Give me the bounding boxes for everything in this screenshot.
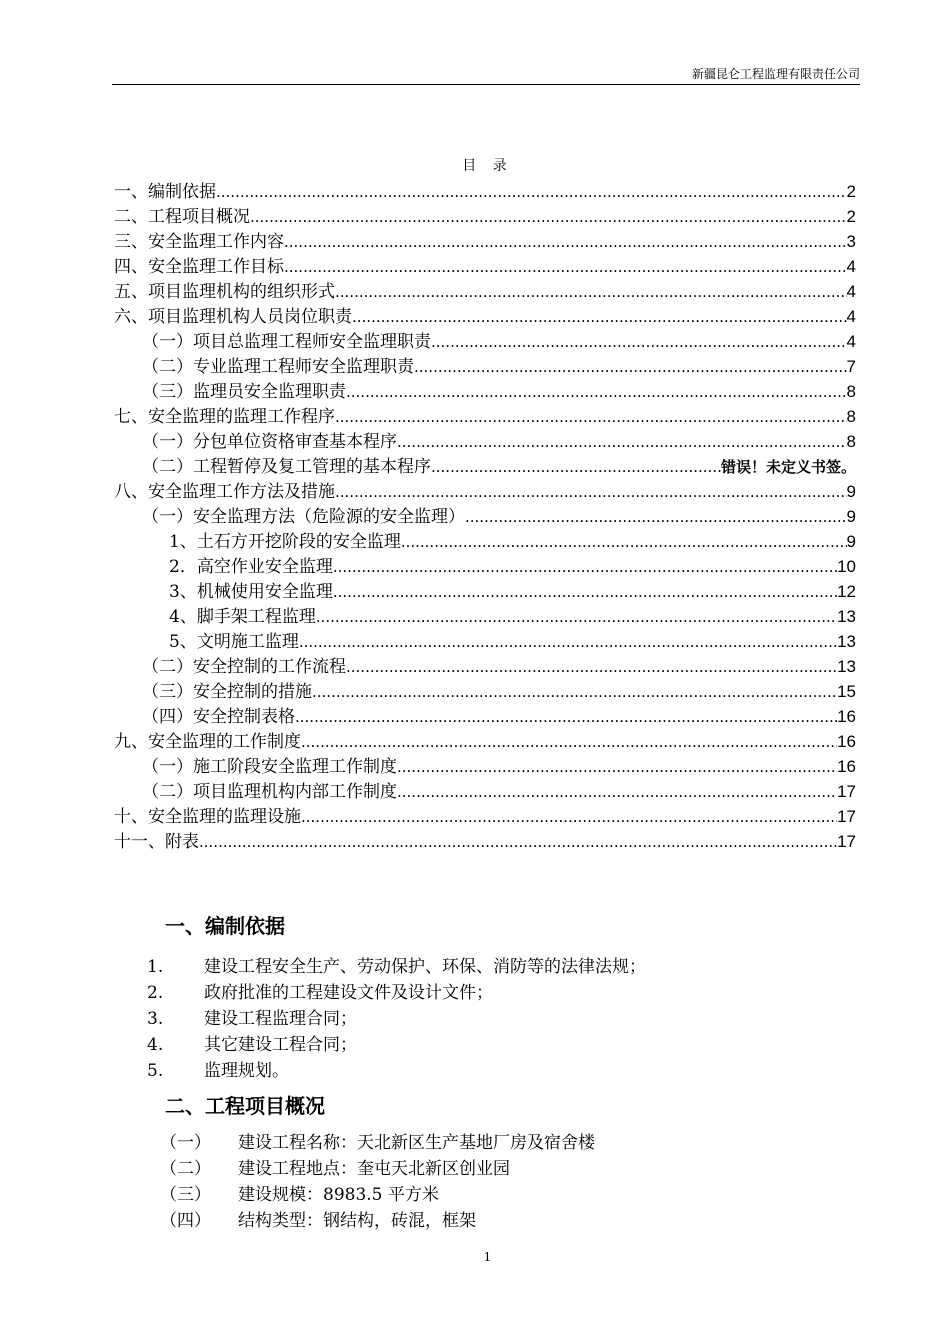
toc-entry-title: （一）安全监理方法（危险源的安全监理） [142, 507, 465, 527]
toc-entry[interactable] [114, 528, 856, 553]
toc-entry-title: 二、工程项目概况 [114, 207, 250, 227]
list-item [147, 1006, 646, 1032]
list-item-text: 建设工程地点：奎屯天北新区创业园 [238, 1159, 510, 1179]
page-header [112, 66, 860, 85]
toc-entry-page: 4 [846, 257, 856, 276]
toc-leader-dots [431, 331, 847, 353]
toc-leader-dots [301, 806, 837, 828]
list-item-number: 2. [147, 983, 164, 1003]
list-item-text: 结构类型：钢结构，砖混，框架 [238, 1211, 476, 1231]
toc-entry-title: （一）施工阶段安全监理工作制度 [142, 757, 397, 777]
list-item-text: 建设工程安全生产、劳动保护、环保、消防等的法律法规； [204, 957, 646, 977]
list-item-text: 政府批准的工程建设文件及设计文件； [204, 983, 493, 1003]
page-number: 1 [483, 1250, 492, 1264]
section2-list [160, 1130, 595, 1234]
toc-entry[interactable] [114, 503, 856, 528]
toc-entry[interactable] [114, 653, 856, 678]
list-item-number: （二） [160, 1159, 211, 1179]
list-item-text: 建设工程名称：天北新区生产基地厂房及宿舍楼 [238, 1133, 595, 1153]
toc-entry-page: 13 [837, 607, 856, 626]
toc-entry-page: 9 [846, 482, 856, 501]
toc-entry-title: 2．高空作业安全监理 [169, 557, 333, 577]
toc-entry-page: 7 [846, 357, 856, 376]
toc-entry-title: 四、安全监理工作目标 [114, 257, 284, 277]
toc-leader-dots [335, 281, 847, 303]
toc-entry-page: 9 [846, 507, 856, 526]
toc-entry-page: 16 [837, 757, 856, 776]
toc-entry-title: （一）项目总监理工程师安全监理职责 [142, 332, 431, 352]
list-item [160, 1130, 595, 1156]
toc-entry-page: 13 [837, 657, 856, 676]
toc-leader-dots [216, 181, 847, 203]
toc-leader-dots [333, 556, 837, 578]
toc-entry-title: （二）专业监理工程师安全监理职责 [142, 357, 414, 377]
toc-entry-title: 八、安全监理工作方法及措施 [114, 482, 335, 502]
section2-heading: 二、工程项目概况 [165, 1094, 325, 1118]
toc-entry-page: 4 [846, 307, 856, 326]
toc-entry-title: （二）工程暂停及复工管理的基本程序 [142, 457, 431, 477]
toc-leader-dots [295, 706, 837, 728]
toc-entry-title: （二）安全控制的工作流程 [142, 657, 346, 677]
toc-leader-dots [284, 231, 847, 253]
list-item-text: 其它建设工程合同； [204, 1035, 357, 1055]
toc-entry-title: （三）监理员安全监理职责 [142, 382, 346, 402]
toc-entry-title: 五、项目监理机构的组织形式 [114, 282, 335, 302]
toc-leader-dots [333, 581, 837, 603]
toc-entry[interactable] [114, 828, 856, 853]
toc-entry-page: 4 [846, 282, 856, 301]
toc-entry-title: 4、脚手架工程监理 [169, 607, 316, 627]
list-item-text: 建设工程监理合同； [204, 1009, 357, 1029]
toc-leader-dots [397, 781, 837, 803]
toc-entry[interactable] [114, 253, 856, 278]
toc-entry-page: 2 [846, 182, 856, 201]
list-item-number: 5. [147, 1061, 164, 1081]
list-item-number: （三） [160, 1185, 211, 1205]
toc-entry[interactable] [114, 603, 856, 628]
toc-entry[interactable] [114, 278, 856, 303]
toc-entry-page: 13 [837, 632, 856, 651]
toc-entry-title: 一、编制依据 [114, 182, 216, 202]
toc-entry[interactable] [114, 753, 856, 778]
toc-entry-title: （二）项目监理机构内部工作制度 [142, 782, 397, 802]
toc-entry[interactable] [114, 228, 856, 253]
toc-entry[interactable] [114, 703, 856, 728]
toc-leader-dots [284, 256, 847, 278]
company-name: 新疆昆仑工程监理有限责任公司 [691, 67, 860, 81]
toc-entry[interactable] [114, 203, 856, 228]
list-item-number: 4. [147, 1035, 164, 1055]
toc-entry[interactable] [114, 303, 856, 328]
toc-entry[interactable] [114, 628, 856, 653]
list-item [160, 1156, 595, 1182]
list-item-text: 监理规划。 [204, 1061, 289, 1081]
toc-entry-page: 3 [846, 232, 856, 251]
toc-entry-page: 错误！未定义书签。 [720, 458, 856, 476]
toc-entry-page: 2 [846, 207, 856, 226]
toc-entry[interactable] [114, 553, 856, 578]
toc-entry[interactable] [114, 478, 856, 503]
toc-entry[interactable] [114, 178, 856, 203]
toc-entry[interactable] [114, 428, 856, 453]
section1-heading: 一、编制依据 [165, 914, 285, 938]
toc-entry-title: 三、安全监理工作内容 [114, 232, 284, 252]
toc-leader-dots [346, 656, 837, 678]
toc-entry-title: 1、土石方开挖阶段的安全监理 [169, 532, 401, 552]
toc-entry-page: 8 [846, 382, 856, 401]
toc-leader-dots [352, 306, 847, 328]
toc-entry[interactable] [114, 578, 856, 603]
toc-entry-page: 9 [846, 532, 856, 551]
toc-entry-title: （四）安全控制表格 [142, 707, 295, 727]
toc-leader-dots [199, 831, 837, 853]
toc-entry-title: 十、安全监理的监理设施 [114, 807, 301, 827]
toc-entry-page: 16 [837, 732, 856, 751]
toc-leader-dots [397, 431, 847, 453]
toc-entry-title: 六、项目监理机构人员岗位职责 [114, 307, 352, 327]
toc-leader-dots [299, 631, 837, 653]
list-item-number: 3. [147, 1009, 164, 1029]
toc-entry-page: 17 [837, 807, 856, 826]
list-item-text: 建设规模：8983.5 平方米 [238, 1185, 439, 1205]
toc-leader-dots [346, 381, 847, 403]
toc-entry[interactable] [114, 328, 856, 353]
list-item [147, 1058, 646, 1084]
toc-leader-dots [312, 681, 837, 703]
section1-list [147, 954, 646, 1084]
list-item [160, 1208, 595, 1234]
toc-entry-title: 九、安全监理的工作制度 [114, 732, 301, 752]
toc-entry[interactable] [114, 378, 856, 403]
toc-entry-page: 17 [837, 832, 856, 851]
toc-entry-title: 十一、附表 [114, 832, 199, 852]
toc-entry-page: 8 [846, 407, 856, 426]
toc-leader-dots [401, 531, 847, 553]
toc-leader-dots [316, 606, 837, 628]
toc-entry[interactable] [114, 678, 856, 703]
list-item [147, 954, 646, 980]
toc-leader-dots [335, 481, 847, 503]
toc-leader-dots [397, 756, 837, 778]
toc-entry-title: 3、机械使用安全监理 [169, 582, 333, 602]
toc-entry[interactable] [114, 728, 856, 753]
list-item-number: 1. [147, 957, 164, 977]
list-item [147, 980, 646, 1006]
toc-entry-page: 15 [837, 682, 856, 701]
toc-leader-dots [335, 406, 847, 428]
toc-entry-page: 8 [846, 432, 856, 451]
toc-entry-title: （一）分包单位资格审查基本程序 [142, 432, 397, 452]
list-item-number: （四） [160, 1211, 211, 1231]
toc-entry-page: 12 [837, 582, 856, 601]
toc-entry[interactable] [114, 803, 856, 828]
toc-entry-page: 17 [837, 782, 856, 801]
toc-leader-dots [465, 506, 847, 528]
toc-entry[interactable] [114, 403, 856, 428]
toc-entry-page: 4 [846, 332, 856, 351]
toc-entry[interactable] [114, 778, 856, 803]
list-item-number: （一） [160, 1133, 211, 1153]
toc-entry[interactable] [114, 353, 856, 378]
toc-entry-page: 10 [837, 557, 856, 576]
toc-entry-title: （三）安全控制的措施 [142, 682, 312, 702]
toc-entry[interactable] [114, 453, 856, 478]
list-item [160, 1182, 595, 1208]
list-item [147, 1032, 646, 1058]
table-of-contents [114, 178, 856, 853]
toc-entry-title: 七、安全监理的监理工作程序 [114, 407, 335, 427]
toc-entry-page: 16 [837, 707, 856, 726]
toc-entry-title: 5、文明施工监理 [169, 632, 299, 652]
toc-leader-dots [250, 206, 847, 228]
toc-leader-dots [431, 456, 721, 478]
toc-leader-dots [414, 356, 847, 378]
toc-leader-dots [301, 731, 837, 753]
toc-title: 目 录 [462, 158, 513, 174]
